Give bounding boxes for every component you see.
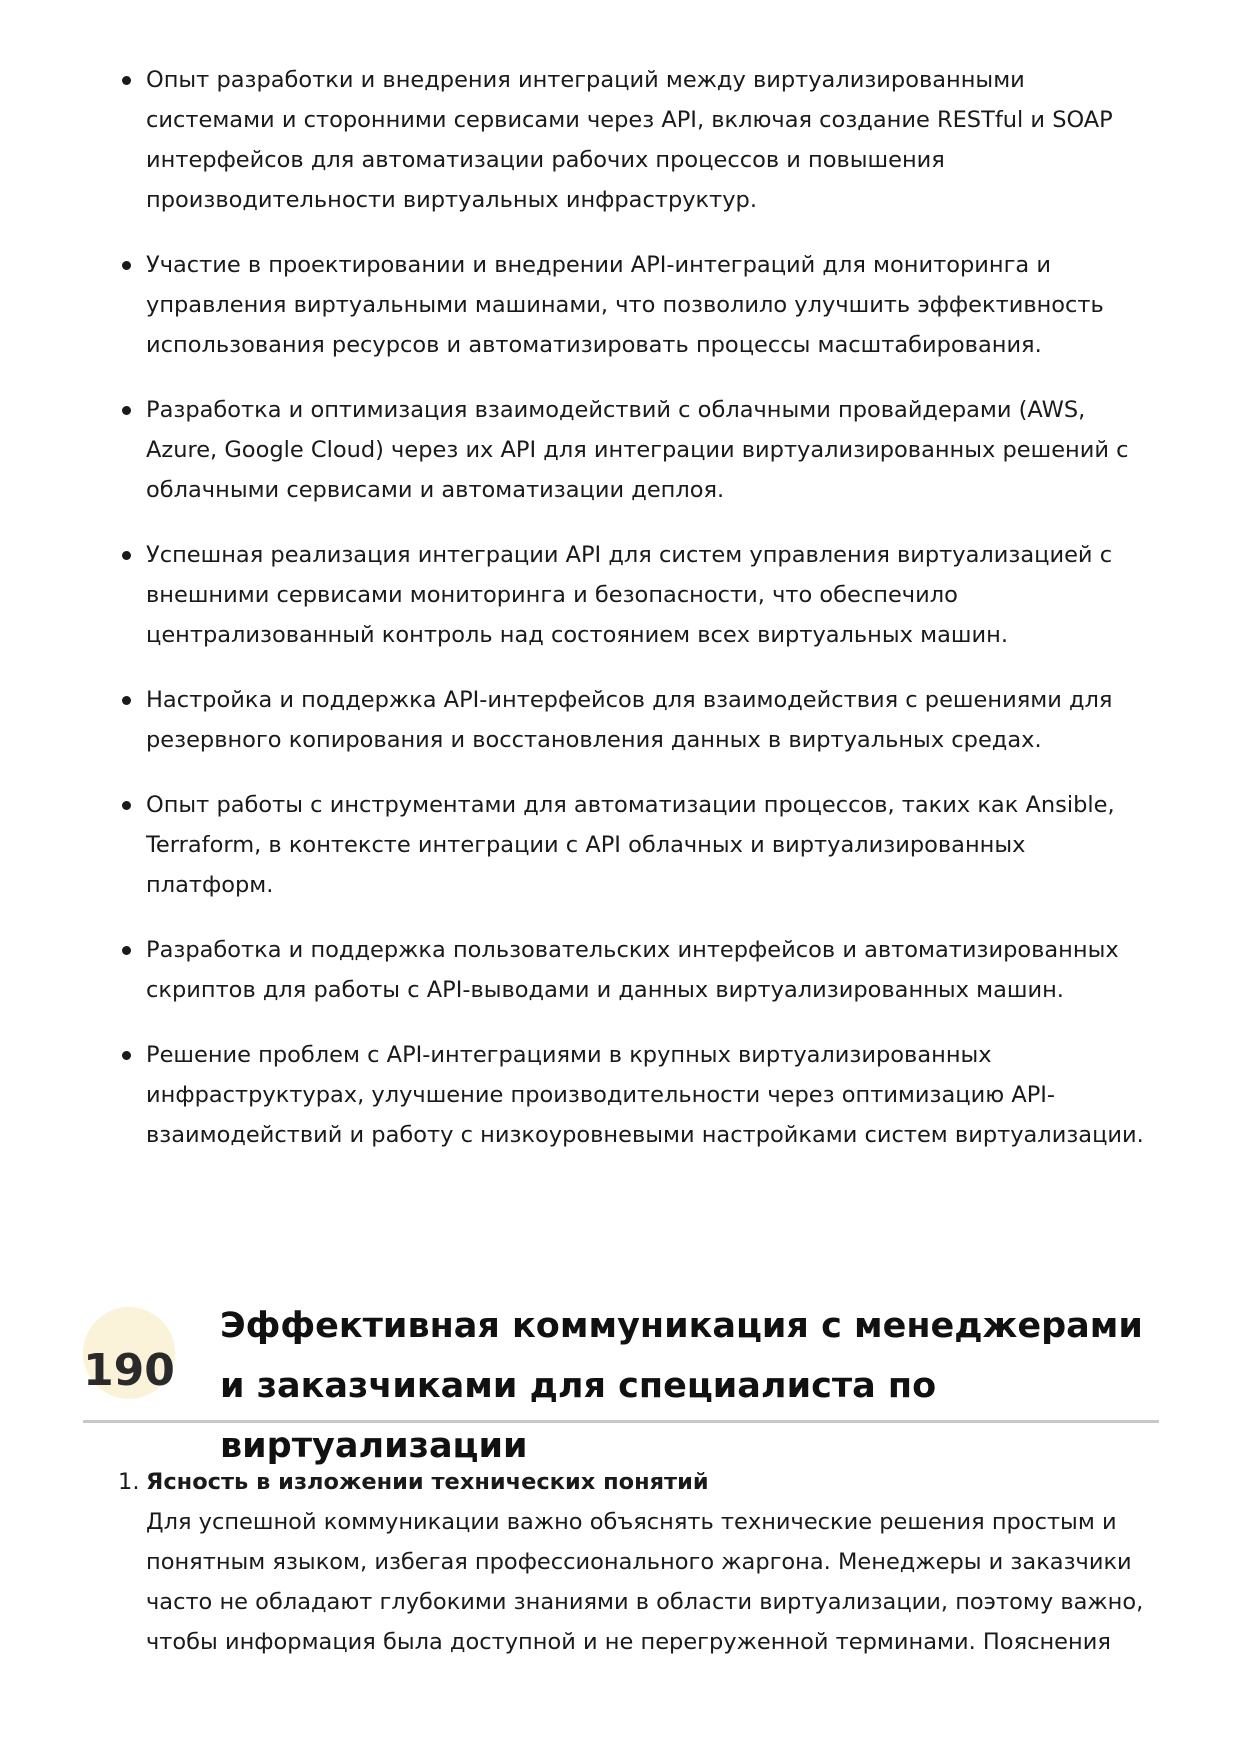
bullet-dot-icon bbox=[122, 1051, 131, 1060]
bullet-item bbox=[146, 60, 1151, 220]
bullet-text: Разработка и поддержка пользовательских интерфейсов и автоматизированных скриптов для работы с API-выводами и данных виртуализированных машин. bbox=[146, 937, 1119, 1003]
bullet-dot-icon bbox=[122, 406, 131, 415]
item-body: Для успешной коммуникации важно объяснять технические решения простым и понятным языком, избегая профессионального жаргона. Менеджеры и заказчики часто не обладают глубокими знаниями в области виртуализации, поэтому важно, чтобы информация была доступной и не перегруженной терминами. Пояснения bbox=[146, 1509, 1144, 1655]
item-number: 1. bbox=[118, 1469, 140, 1495]
bullet-text: Настройка и поддержка API-интерфейсов для взаимодействия с решениями для резервного копирования и восстановления данных в виртуальных средах. bbox=[146, 687, 1113, 753]
bullet-item bbox=[146, 785, 1151, 905]
bullet-item bbox=[146, 680, 1151, 760]
chapter-number-badge bbox=[83, 1307, 175, 1399]
bullet-text: Успешная реализация интеграции API для систем управления виртуализацией с внешними сервисами мониторинга и безопасности, что обеспечило централизованный контроль над состоянием всех виртуальных машин. bbox=[146, 542, 1113, 648]
bullet-item bbox=[146, 930, 1151, 1010]
numbered-list bbox=[118, 1462, 1146, 1662]
bullet-dot-icon bbox=[122, 696, 131, 705]
bullet-dot-icon bbox=[122, 76, 131, 85]
bullet-text: Опыт разработки и внедрения интеграций между виртуализированными системами и сторонними сервисами через API, включая создание RESTful и SOAP интерфейсов для автоматизации рабочих процессов и повышения производительности виртуальных инфраструктур. bbox=[146, 67, 1113, 213]
bullet-text: Решение проблем с API-интеграциями в крупных виртуализированных инфраструктурах, улучшение производительности через оптимизацию API-взаимодействий и работу с низкоуровневыми настройками систем виртуализации. bbox=[146, 1042, 1144, 1148]
bullet-text: Опыт работы с инструментами для автоматизации процессов, таких как Ansible, Terraform, в контексте интеграции с API облачных и виртуализированных платформ. bbox=[146, 792, 1115, 898]
bullet-dot-icon bbox=[122, 801, 131, 810]
numbered-item bbox=[118, 1462, 1146, 1662]
chapter-number: 190 bbox=[83, 1345, 175, 1396]
bullet-text: Участие в проектировании и внедрении API-интеграций для мониторинга и управления виртуальными машинами, что позволило улучшить эффективность использования ресурсов и автоматизировать процессы масштабирования. bbox=[146, 252, 1104, 358]
item-title: Ясность в изложении технических понятий bbox=[146, 1469, 709, 1495]
bullet-dot-icon bbox=[122, 551, 131, 560]
bullet-item bbox=[146, 390, 1151, 510]
section-title: Эффективная коммуникация с менеджерами и заказчиками для специалиста по виртуализации bbox=[220, 1306, 1143, 1466]
bullet-text: Разработка и оптимизация взаимодействий с облачными провайдерами (AWS, Azure, Google Cloud) через их API для интеграции виртуализированных решений с облачными сервисами и автоматизации деплоя. bbox=[146, 397, 1129, 503]
bullet-item bbox=[146, 1035, 1151, 1155]
experience-bullet-list bbox=[146, 60, 1151, 1180]
bullet-item bbox=[146, 245, 1151, 365]
bullet-dot-icon bbox=[122, 946, 131, 955]
section-header bbox=[83, 1290, 1159, 1466]
bullet-item bbox=[146, 535, 1151, 655]
bullet-dot-icon bbox=[122, 261, 131, 270]
